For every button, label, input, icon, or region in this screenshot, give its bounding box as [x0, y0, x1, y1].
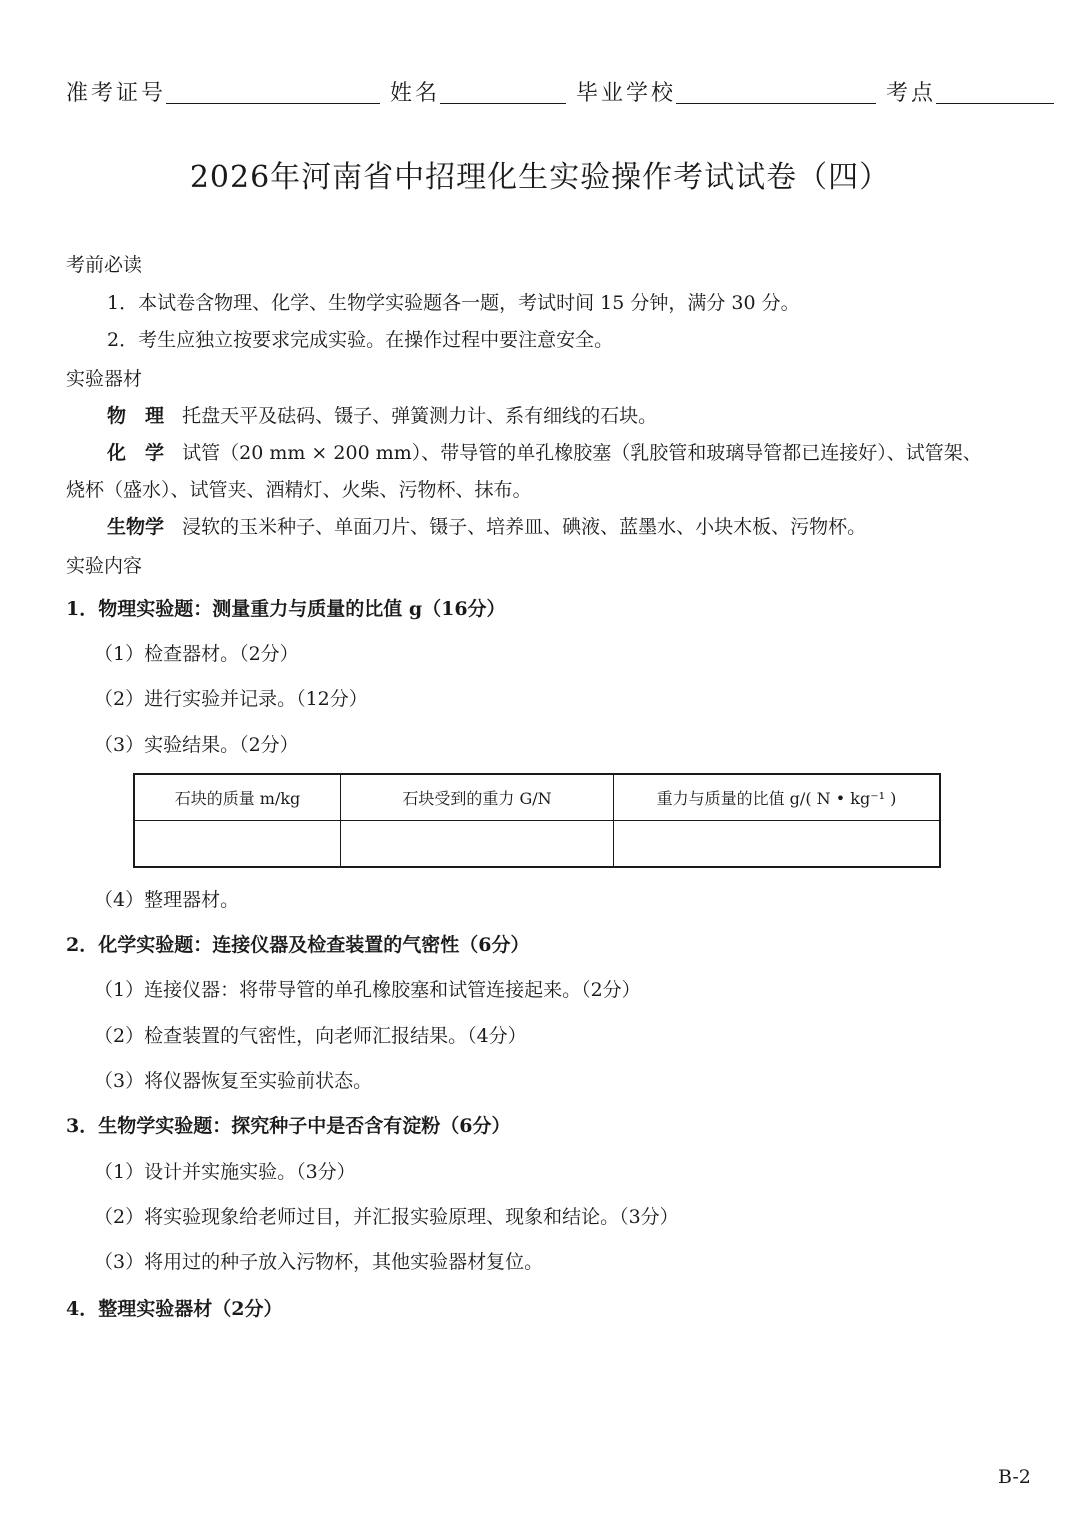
physics-equipment: 托盘天平及砝码、镊子、弹簧测力计、系有细线的石块。	[182, 405, 658, 427]
equipment-heading: 实验器材	[66, 368, 143, 390]
name-label: 姓名	[390, 81, 441, 106]
q1-step-4: （4）整理器材。	[94, 889, 240, 911]
q2-step-3: （3）将仪器恢复至实验前状态。	[94, 1070, 373, 1092]
q3-step-2: （2）将实验现象给老师过目，并汇报实验原理、现象和结论。（3分）	[94, 1206, 679, 1228]
table-cell-mass[interactable]	[134, 821, 341, 868]
q3-step-3: （3）将用过的种子放入污物杯，其他实验器材复位。	[94, 1251, 544, 1273]
table-cell-gravity[interactable]	[341, 821, 614, 868]
q1-title: 1．物理实验题：测量重力与质量的比值 g（16分）	[66, 598, 506, 620]
page-number: B-2	[998, 1466, 1031, 1488]
table-row	[134, 821, 940, 868]
table-header-row	[134, 774, 940, 821]
chemistry-label: 化 学	[107, 442, 165, 464]
content-heading: 实验内容	[66, 555, 143, 577]
notice-heading: 考前必读	[66, 254, 143, 276]
q2-title: 2．化学实验题：连接仪器及检查装置的气密性（6分）	[66, 934, 530, 956]
site-blank	[936, 79, 1054, 104]
q2-step-1: （1）连接仪器：将带导管的单孔橡胶塞和试管连接起来。（2分）	[94, 979, 641, 1001]
q3-step-1: （1）设计并实施实验。（3分）	[94, 1161, 356, 1183]
header-fields	[66, 76, 1054, 107]
notice-item-1: 1．本试卷含物理、化学、生物学实验题各一题，考试时间 15 分钟，满分 30 分。	[107, 292, 800, 314]
q1-step-2: （2）进行实验并记录。（12分）	[94, 688, 368, 710]
q1-step-1: （1）检查器材。（2分）	[94, 643, 299, 665]
exam-title: 2026年河南省中招理化生实验操作考试试卷（四）	[189, 160, 891, 195]
table-cell-ratio[interactable]	[614, 821, 941, 868]
site-label: 考点	[886, 81, 937, 106]
q2-step-2: （2）检查装置的气密性，向老师汇报结果。（4分）	[94, 1025, 527, 1047]
result-table	[133, 773, 941, 868]
q3-title: 3．生物学实验题：探究种子中是否含有淀粉（6分）	[66, 1115, 511, 1137]
q1-step-3: （3）实验结果。（2分）	[94, 734, 299, 756]
school-label: 毕业学校	[576, 81, 677, 106]
table-header-mass: 石块的质量 m/kg	[134, 774, 341, 821]
table-header-gravity: 石块受到的重力 G/N	[341, 774, 614, 821]
notice-item-2: 2．考生应独立按要求完成实验。在操作过程中要注意安全。	[107, 329, 614, 351]
q4-title: 4．整理实验器材（2分）	[66, 1298, 283, 1320]
ticket-label: 准考证号	[66, 81, 167, 106]
chemistry-equipment-line1: 试管（20 mm × 200 mm）、带导管的单孔橡胶塞（乳胶管和玻璃导管都已连接好）、试管架、	[182, 442, 982, 464]
biology-label: 生物学	[107, 516, 165, 538]
biology-equipment: 浸软的玉米种子、单面刀片、镊子、培养皿、碘液、蓝墨水、小块木板、污物杯。	[182, 516, 867, 538]
ticket-blank	[166, 79, 380, 104]
physics-label: 物 理	[107, 405, 165, 427]
chemistry-equipment-line2: 烧杯（盛水）、试管夹、酒精灯、火柴、污物杯、抹布。	[66, 479, 532, 501]
school-blank	[676, 79, 876, 104]
name-blank	[440, 79, 566, 104]
table-header-ratio: 重力与质量的比值 g/( N • kg⁻¹ )	[614, 774, 941, 821]
